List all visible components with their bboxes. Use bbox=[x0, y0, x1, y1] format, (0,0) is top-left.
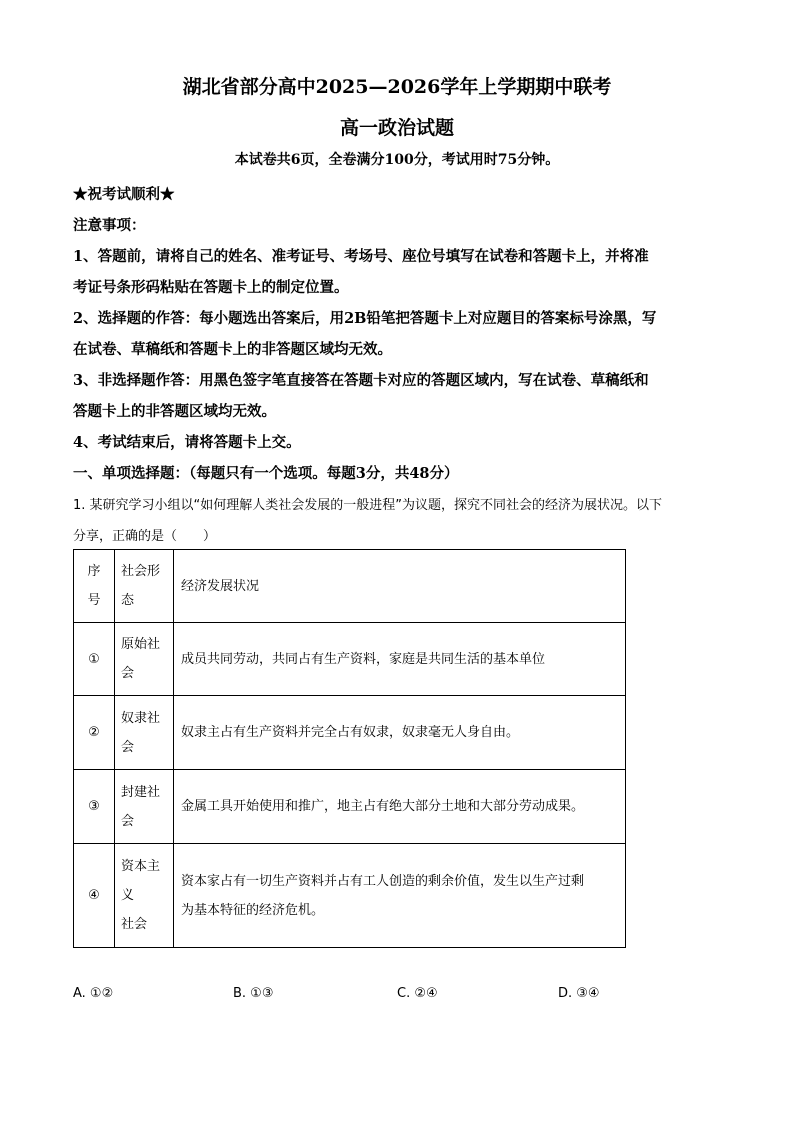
row-no: ① bbox=[74, 623, 115, 696]
exam-info: 本试卷共6页，全卷满分100分，考试用时75分钟。 bbox=[234, 152, 560, 168]
row-no: ③ bbox=[74, 770, 115, 844]
notice-item-1a: 1、答题前，请将自己的姓名、准考证号、考场号、座位号填写在试卷和答题卡上，并将准 bbox=[73, 248, 649, 265]
row-desc bbox=[174, 696, 626, 770]
header-no-line: 号 bbox=[87, 593, 101, 608]
row-form-line: 奴隶社 bbox=[121, 710, 161, 726]
notice-item-3b: 答题卡上的非答题区域均无效。 bbox=[73, 403, 276, 420]
row-form bbox=[115, 696, 174, 770]
row-form bbox=[115, 623, 174, 696]
notice-item-2a: 2、选择题的作答：每小题选出答案后，用2B铅笔把答题卡上对应题目的答案标号涂黑，写 bbox=[73, 310, 657, 327]
row-desc-line: 资本家占有一切生产资料并占有工人创造的剩余价值，发生以生产过剩 bbox=[181, 873, 585, 889]
table-header-row bbox=[74, 550, 626, 623]
table-row bbox=[74, 696, 626, 770]
row-desc-line: 奴隶主占有生产资料并完全占有奴隶，奴隶毫无人身自由。 bbox=[181, 725, 520, 740]
row-no: ② bbox=[74, 696, 115, 770]
option-c[interactable]: C. ②④ bbox=[397, 986, 438, 1001]
row-form-line: 原始社 bbox=[121, 637, 161, 652]
header-no-cell bbox=[74, 550, 115, 623]
notice-item-4: 4、考试结束后，请将答题卡上交。 bbox=[73, 434, 301, 451]
row-form-line: 义 bbox=[121, 888, 135, 903]
row-form-line: 资本主 bbox=[121, 859, 161, 874]
row-desc bbox=[174, 623, 626, 696]
header-desc-cell: 经济发展状况 bbox=[174, 550, 626, 623]
notice-heading: 注意事项： bbox=[73, 217, 146, 234]
row-form-line: 社会 bbox=[121, 917, 148, 932]
section-heading: 一、单项选择题：（每题只有一个选项。每题3分，共48分） bbox=[73, 465, 459, 482]
option-d[interactable]: D. ③④ bbox=[558, 986, 600, 1001]
table-row bbox=[74, 844, 626, 948]
notice-item-3a: 3、非选择题作答：用黑色签字笔直接答在答题卡对应的答题区域内，写在试卷、草稿纸和 bbox=[73, 372, 649, 389]
economy-table bbox=[73, 549, 626, 948]
header-form-line: 态 bbox=[121, 593, 135, 608]
row-form-line: 封建社 bbox=[121, 784, 161, 800]
header-form-cell bbox=[115, 550, 174, 623]
row-form-line: 会 bbox=[121, 666, 135, 681]
row-desc bbox=[174, 844, 626, 948]
table-row bbox=[74, 623, 626, 696]
notice-item-2b: 在试卷、草稿纸和答题卡上的非答题区域均无效。 bbox=[73, 341, 392, 358]
row-form-line: 会 bbox=[121, 813, 135, 829]
question-stem-line-1: 1. 某研究学习小组以“如何理解人类社会发展的一般进程”为议题，探究不同社会的经济为展状况。以下 bbox=[73, 498, 663, 513]
notice-item-1b: 考证号条形码粘贴在答题卡上的制定位置。 bbox=[73, 279, 349, 296]
question-stem-line-2: 分享，正确的是（ ） bbox=[73, 529, 217, 544]
row-desc-line: 金属工具开始使用和推广，地主占有绝大部分土地和大部分劳动成果。 bbox=[181, 799, 585, 814]
row-no: ④ bbox=[74, 844, 115, 948]
row-form bbox=[115, 770, 174, 844]
exam-title: 湖北省部分高中2025—2026学年上学期期中联考 bbox=[182, 76, 612, 98]
row-form bbox=[115, 844, 174, 948]
option-b[interactable]: B. ①③ bbox=[233, 986, 274, 1001]
table-row bbox=[74, 770, 626, 844]
header-no-line: 序 bbox=[87, 564, 101, 579]
header-form-line: 社会形 bbox=[121, 564, 161, 579]
row-desc bbox=[174, 770, 626, 844]
row-form-line: 会 bbox=[121, 739, 135, 755]
blessing-text: ★祝考试顺利★ bbox=[73, 186, 175, 203]
option-a[interactable]: A. ①② bbox=[73, 986, 114, 1001]
row-desc-line: 为基本特征的经济危机。 bbox=[181, 902, 325, 918]
subject-title: 高一政治试题 bbox=[339, 117, 454, 139]
row-desc-line: 成员共同劳动，共同占有生产资料，家庭是共同生活的基本单位 bbox=[181, 651, 546, 667]
